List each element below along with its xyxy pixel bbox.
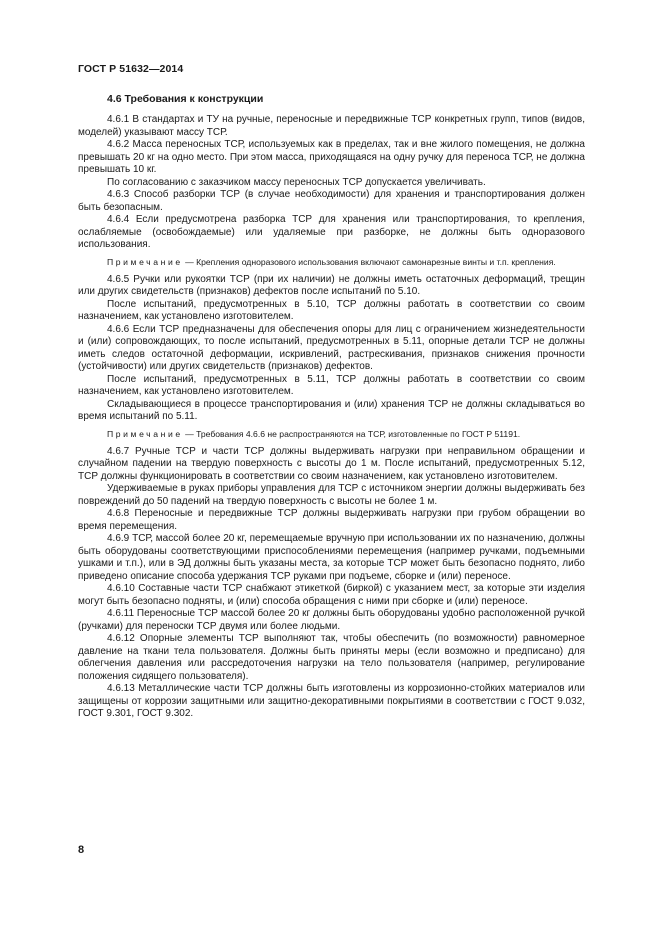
- document-body: [78, 93, 585, 721]
- note-label: Примечание: [107, 256, 183, 267]
- section-title: 4.6 Требования к конструкции: [107, 93, 264, 105]
- paragraph: 4.6.5 Ручки или рукоятки ТСР (при их наличии) не должны иметь остаточных деформаций, трещин или других свидетельств (признаков) дефектов после испытаний по 5.10.: [78, 273, 585, 297]
- paragraph: 4.6.2 Масса переносных ТСР, используемых как в пределах, так и вне жилого помещения, не должна превышать 20 кг на одно место. При этом масса, приходящаяся на одну ручку для переноса ТСР, не должна превышать 10 кг.: [78, 139, 585, 175]
- paragraph: 4.6.7 Ручные ТСР и части ТСР должны выдерживать нагрузки при неправильном обращении и случайном падении на твердую поверхность с высоты до 1 м. После испытаний, предусмотренных 5.12, ТСР должны функционировать в соответствии со своим назначением, как установлено изготовителем.: [78, 445, 585, 482]
- note-text: — Крепления одноразового использования включают самонарезные винты и т.п. крепления.: [182, 256, 556, 267]
- paragraph: 4.6.12 Опорные элементы ТСР выполняют так, чтобы обеспечить (по возможности) равномерное давление на ткани тела пользователя. Должны быть приняты меры (если возможно и предписано) для облегчения давления или рассредоточения нагрузки на тело пользователя (например, регулирование положения сидящего пользователя).: [78, 633, 585, 682]
- paragraph: После испытаний, предусмотренных в 5.11, ТСР должны работать в соответствии со своим назначением, как установлено изготовителем.: [78, 373, 585, 397]
- paragraph: 4.6.9 ТСР, массой более 20 кг, перемещаемые вручную при использовании их по назначению, должны быть оборудованы соответствующими приспособлениями перемещения (например ручками, подъемными ушками и т.п.), или в ЭД должны быть указаны места, за которые ТСР может быть безопасно поднято, либо приведено описание способа удержания ТСР руками при подъеме, сборке и (или) переносе.: [78, 533, 585, 582]
- paragraph: 4.6.10 Составные части ТСР снабжают этикеткой (биркой) с указанием мест, за которые эти изделия могут быть безопасно подняты, и (или) способа обращения с ними при сборке и (или) переносе.: [78, 583, 585, 607]
- note: [78, 429, 585, 440]
- paragraph: 4.6.3 Способ разборки ТСР (в случае необходимости) для хранения и транспортирования должен быть безопасным.: [78, 189, 585, 213]
- paragraph: 4.6.11 Переносные ТСР массой более 20 кг должны быть оборудованы удобно расположенной ручкой (ручками) для переноски ТСР двумя или более людьми.: [78, 608, 585, 632]
- note-label: Примечание: [107, 428, 183, 439]
- paragraph: 4.6.4 Если предусмотрена разборка ТСР для хранения или транспортирования, то крепления, ослабляемые (освобождаемые) или удаляемые при разборке, не должны быть одноразового использования.: [78, 214, 585, 250]
- paragraph: 4.6.1 В стандартах и ТУ на ручные, переносные и передвижные ТСР конкретных групп, типов (видов, моделей) указывают массу ТСР.: [78, 114, 585, 138]
- document-code-header: ГОСТ Р 51632—2014: [78, 63, 184, 75]
- paragraph: Удерживаемые в руках приборы управления для ТСР с источником энергии должны выдерживать без повреждений до 50 падений на твердую поверхность с высоты не более 1 м.: [78, 483, 585, 507]
- paragraph: По согласованию с заказчиком массу переносных ТСР допускается увеличивать.: [107, 176, 486, 188]
- note: [78, 257, 585, 268]
- paragraph: 4.6.13 Металлические части ТСР должны быть изготовлены из коррозионно-стойких материалов или защищены от коррозии защитными или защитно-декоративными покрытиями в соответствии с ГОСТ 9.032, ГОСТ 9.301, ГОСТ 9.302.: [78, 683, 585, 719]
- paragraph: 4.6.6 Если ТСР предназначены для обеспечения опоры для лиц с ограничением жизнедеятельности и (или) сопровождающих, то после испытаний, предусмотренных в 5.11, опорные детали ТСР не должны иметь следов остаточной деформации, искривлений, растрескивания, признаков снижения прочности (устойчивости) или других свидетельств (признаков) дефектов.: [78, 323, 585, 372]
- paragraph: Складывающиеся в процессе транспортирования и (или) хранения ТСР не должны складываться во время испытаний по 5.11.: [78, 398, 585, 422]
- page-number: 8: [78, 844, 85, 856]
- note-text: — Требования 4.6.6 не распространяются на ТСР, изготовленные по ГОСТ Р 51191.: [182, 428, 521, 439]
- paragraph: После испытаний, предусмотренных в 5.10, ТСР должны работать в соответствии со своим назначением, как установлено изготовителем.: [78, 298, 585, 322]
- paragraph: 4.6.8 Переносные и передвижные ТСР должны выдерживать нагрузки при грубом обращении во время перемещения.: [78, 508, 585, 532]
